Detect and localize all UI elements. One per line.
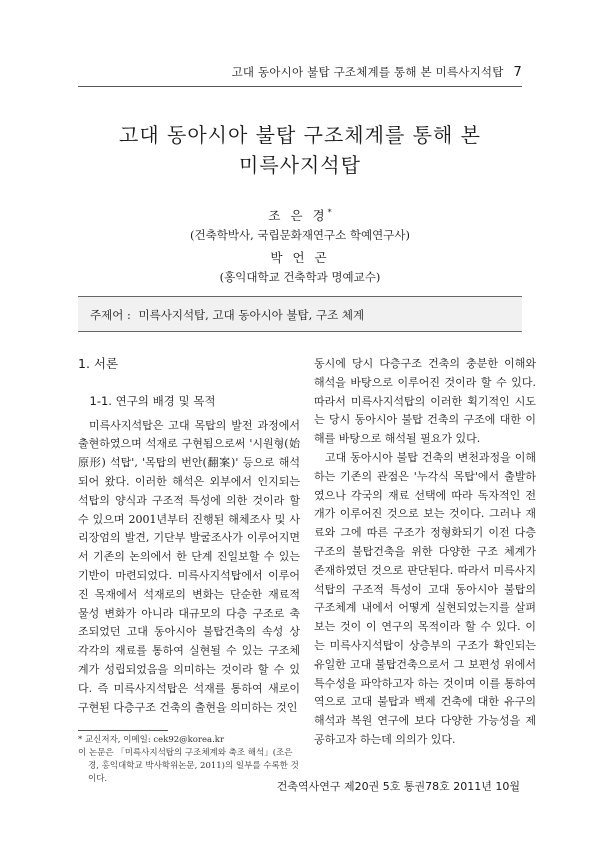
paper-title [78, 120, 522, 180]
left-column [78, 355, 300, 717]
body-paragraph: 고대 동아시아 불탑 건축의 변천과정을 이해하는 기존의 관점은 '누각식 목탑'에서 출발하였으나 각국의 재료 선택에 따라 독자적인 전개가 이루어진 것으로 보는 것이다. 그러나 재료와 그에 따른 구조가 정형화되기 이전 다층구조의 불탑건축을 위한 다양한 구조 체계가 존재하였던 것으로 판단된다. 따라서 미륵사지석탑의 구조적 특성이 고대 동아시아 불탑의 구조체계 내에서 어떻게 실현되었는지를 살펴보는 것이 이 연구의 목적이라 할 수 있다. 이는 미륵사지석탑이 상층부의 구조가 확인되는 유일한 고대 불탑건축으로서 그 보편성 위에서 특수성을 파악하고자 하는 것이며 이를 통하여 역으로 고대 불탑과 백제 건축에 대한 유구의 해석과 복원 연구에 보다 다양한 가능성을 제공하고자 하는데 의의가 있다. [314, 450, 536, 746]
body-paragraph: 미륵사지석탑은 고대 목탑의 발전 과정에서 출현하였으며 석재로 구현됨으로써 '시원형(始原形) 석탑', '목탑의 번안(翻案)' 등으로 해석되어 왔다. 이러한 해석은 외부에서 인지되는 석탑의 양식과 구조적 특성에 의한 것이라 할 수 있으며 2001년부터 진행된 해체조사 및 사리장엄의 발견, 기단부 발굴조사가 이루어지면서 기존의 논의에서 한 단계 진일보할 수 있는 기반이 마련되었다. 미륵사지석탑에서 이루어진 목재에서 석재로의 변화는 단순한 재료적 물성 변화가 아니라 대규모의 다층 구조로 축조되었던 고대 동아시아 불탑건축의 속성 상 각각의 재료를 통하여 실현될 수 있는 구조체계가 성립되었음을 의미하는 것이라 할 수 있다. 즉 미륵사지석탑은 석재를 통하여 새로이 구현된 다층구조 건축의 출현을 의미하는 것인 [78, 418, 300, 714]
keyword-label: 주제어 : [90, 308, 131, 322]
title-line-1: 고대 동아시아 불탑 구조체계를 통해 본 [119, 123, 481, 147]
author-2-affiliation: (홍익대학교 건축학과 명예교수) [219, 270, 381, 284]
subsection-title: 1-1. 연구의 배경 및 목적 [89, 393, 216, 408]
footnote-source: 이 논문은 「미륵사지석탑의 구조체계와 축조 해석」(조은경, 홍익대학교 박사학위논문, 2011)의 일부를 수록한 것이다. [78, 748, 299, 784]
author-1-affiliation: (건축학박사, 국립문화재연구소 학예연구사) [190, 228, 410, 242]
title-line-2: 미륵사지석탑 [239, 153, 361, 177]
header-rule [78, 86, 522, 87]
journal-footer: 건축역사연구 제20권 5호 통권78호 2011년 10월 [276, 780, 520, 793]
running-head-text: 고대 동아시아 불탑 구조체계를 통해 본 미륵사지석탑 [231, 65, 504, 79]
section-title: 1. 서론 [78, 356, 119, 371]
author-2-name: 박 언 곤 [270, 250, 330, 265]
keyword-box [78, 296, 522, 332]
footnotes [78, 734, 300, 786]
right-column [314, 355, 536, 750]
keyword-list: 미륵사지석탑, 고대 동아시아 불탑, 구조 체계 [138, 308, 365, 322]
author-1-name: 조 은 경* [268, 207, 332, 223]
footnote-corresponding-author: * 교신저자, 이메일: cek92@korea.kr [78, 735, 225, 745]
body-paragraph: 동시에 당시 다층구조 건축의 충분한 이해와 해석을 바탕으로 이루어진 것이라 할 수 있다. 따라서 미륵사지석탑의 이러한 획기적인 시도는 당시 동아시아 불탑 건축의 구조에 대한 이해를 바탕으로 해석될 필요가 있다. [314, 357, 536, 446]
running-head [232, 64, 522, 80]
corresponding-mark: * [327, 207, 332, 217]
footnote-rule [78, 730, 168, 731]
page-number: 7 [513, 65, 522, 80]
